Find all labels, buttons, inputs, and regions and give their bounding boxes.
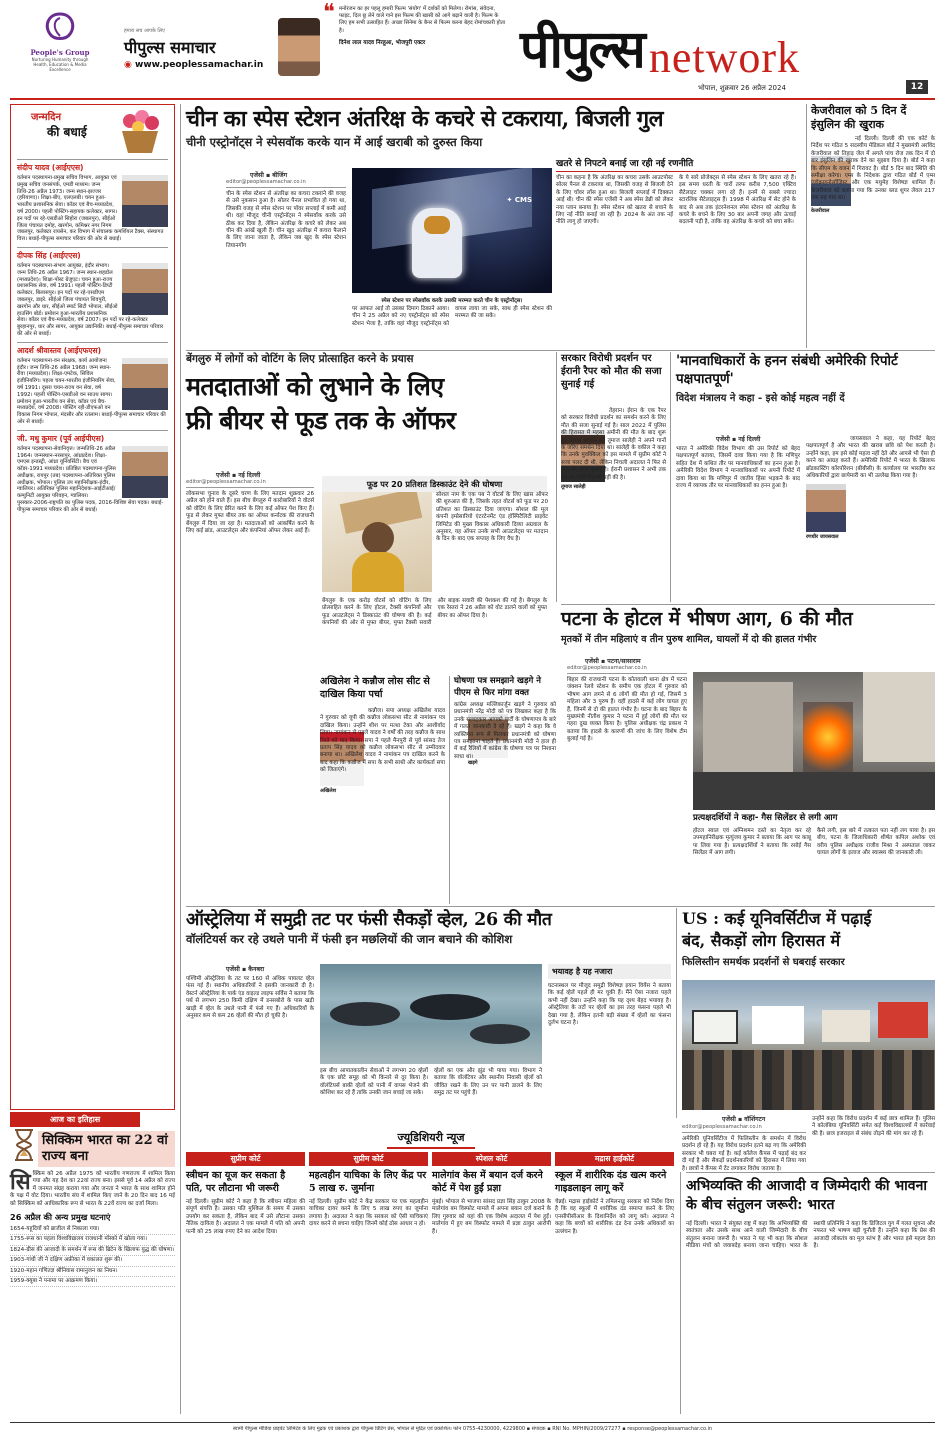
brand-en: network xyxy=(648,33,801,82)
history-event: 1959-क्यूबा ने पनामा पर आक्रमण किया। xyxy=(10,1277,175,1287)
person-name: दीपक सिंह (आईएएस) xyxy=(17,250,81,260)
rights-subhead: विदेश मंत्रालय ने कहा - इसे कोई महत्व नहीं दें xyxy=(676,393,845,404)
akhilesh-body: कन्नौज। सपा अध्यक्ष अखिलेश यादव ने गुरुवार को यूपी की कन्नौज लोकसभा सीट से नामांकन पत्र दाखिल किया। उन्होंने शीश पर मत्था टेका और आशीर्वाद लिया। नामांकन से पहले यादव ने वर्षों की तरह कन्नौज के साथ रिश्ते को याद किया। सपा ने पहले मैनपुरी से पूर्व सांसद तेज प्रताप सिंह यादव को कन्नौज लोकसभा सीट से उम्मीदवार बनाया था। अखिलेश यादव ने नामांकन पत्र दाखिल करने के बाद कहा कि कन्नौज में सपा के सभी साथी और कार्यकर्ता सपा को जिताएंगे। xyxy=(320,708,445,774)
dateline: भोपाल, शुक्रवार 26 अप्रैल 2024 xyxy=(698,84,786,92)
birthday-person xyxy=(17,159,168,243)
us-story xyxy=(682,908,935,1170)
iran-story xyxy=(561,352,666,602)
akhilesh-story xyxy=(320,676,445,904)
person-bio: वर्तमान पदस्थापना-प्रमुख सचिव विभाग, आयुक्त एवं प्रमुख सचिव जनसंपर्क, एमडी माध्यम। जन्म तिथि-26 अप्रैल 1973। जन्म स्थान-झज्जर (हरियाणा)। शिक्षा-बीए, एलएलबी। चयन हुआ-भारतीय प्रशासनिक सेवा। कॉडर एवं बैच-मध्यप्रदेश, वर्ष 2000। पहली पोस्टिंग-सहायक कलेक्टर, सागर। इन पदों पर रहे-एसडीओ सिहोरा (जबलपुर), सीईओ जिला पंचायत दमोह, खरगोन, कमिश्नर नगर निगम जबलपुर, कलेक्टर रायसेन, कर विभाग में संचालक कमर्शियल टैक्स, संस्थागत वित्त। बधाई-पीपुल्स समाचार परिवार की ओर से बधाई। xyxy=(17,175,164,243)
judiciary-body: नई दिल्ली। सुप्रीम कोर्ट ने केंद्र सरकार पर एक महत्वहीन याचिका दायर करने के लिए 5 लाख रुपए का जुर्माना लगाया है। अदालत ने कहा कि सरकार को ऐसी याचिकाएं दायर करने से बचना चाहिए जिनमें कोई ठोस आधार न हो। xyxy=(309,1199,428,1228)
patna-body: बिहार की राजधानी पटना के कोतवाली थाना क्षेत्र में पटना जंक्शन रेलवे स्टेशन के समीप एक होटल में गुरुवार को भीषण आग लगने से 6 लोगों की मौत हो गई, जिसमें 3 महिला और 3 पुरुष हैं। वहीं हादसे में कई लोग घायल हुए हैं, जिनमें से दो की हालत गंभीर है। घटना के बाद बिहार के मुख्यमंत्री नीतीश कुमार ने पटना में हुई लोगों की मौत पर गहरा दुख व्यक्त किया है। पुलिस अधीक्षक चंद्र प्रकाश ने बताया कि हादसे के कारणों की जांच के लिए विशेष टीम बुलाई गई है। xyxy=(567,677,687,743)
col-rule-1 xyxy=(180,104,181,1414)
cmsa-logo-icon: ✦ CMS xyxy=(506,196,532,204)
beer-kicker: बेंगलुरु में लोगों को वोटिंग के लिए प्रोत्साहित करने के प्रयास xyxy=(186,353,414,365)
iran-headline: सरकार विरोधी प्रदर्शन पर ईरानी रैपर को मौत की सजा सुनाई गई xyxy=(561,353,662,390)
group-name: People's Group xyxy=(30,48,90,57)
col-rule-kejri xyxy=(806,104,807,348)
beer-headline-2: फ्री बीयर से फूड तक के ऑफर xyxy=(186,406,456,435)
judiciary-body: चेन्नई। मद्रास हाईकोर्ट ने तमिलनाडु सरकार को निर्देश दिया है कि वह स्कूलों में शारीरिक दंड समाप्त करने के लिए एनसीपीसीआर के दिशानिर्देश को लागू करे। अदालत ने कहा कि बच्चों को शारीरिक दंड देना उनके अधिकारों का उल्लंघन है। xyxy=(555,1199,674,1235)
beer-text-col xyxy=(186,470,314,535)
china-byline: एजेंसी ▪ बीजिंग xyxy=(250,172,288,179)
iran-photo-caption: तूमाज सालेही xyxy=(561,484,586,490)
whales-side-body: घटनास्थल पर मौजूद समुद्री विशेषज्ञ इयान वियेंस ने बताया कि कई व्हेलें पहले ही मर चुकी हैं। मैंने ऐसा नजारा पहले कभी नहीं देखा। उन्होंने कहा कि यह दृश्य बेहद भयावह है। ऑस्ट्रेलिया के तटों पर व्हेलों का इस तरह फंसना पहले भी देखा गया है, लेकिन इतनी बड़ी संख्या में व्हेलों का फंसना दुर्लभ घटना है। xyxy=(548,983,671,1027)
china-photo-caption: स्पेस स्टेशन पर स्पेसवॉक करके उसकी मरम्मत करते चीन के एस्ट्रोनॉट्स। xyxy=(352,294,552,306)
judiciary-section xyxy=(186,1126,676,1416)
patna-photo-body2: कैसे लगी, इस बारे में तत्काल पता नहीं लग पाया है। इस बीच, पटना के जिलाधिकारी शीर्षत कपिल अशोक एवं वरीय पुलिस अधीक्षक राजीव मिश्रा ने अस्पताल जाकर घायल लोगों के इलाज और स्वास्थ्य की जानकारी ली। xyxy=(817,828,935,857)
birthday-box xyxy=(10,104,175,1110)
whales-photo xyxy=(320,964,542,1064)
person-bio: वर्तमान पदस्थापना-वन संरक्षक, कार्य आयोजना इंदौर। जन्म तिथि-26 अप्रैल 1968। जन्म स्थान-रीवा (मध्यप्रदेश)। शिक्षा-एमटेक, सिविल इंजीनियरिंग। पहला चयन-भारतीय इंजीनियरिंग सेवा, वर्ष 1991। दूसरा चयन-राज्य वन सेवा, वर्ष 1992। पहली पोस्टिंग-एसडीओ वन साउथ सागर। प्रमोशन हुआ-भारतीय वन सेवा, कॉडर एवं बैच-मध्यप्रदेश, वर्ष 2008। पोस्टिंग रही-डीएफओ वन विकास निगम भोपाल, मंदसौर और रतलाम। बधाई-पीपुल्स समाचार परिवार की ओर से बधाई। xyxy=(17,357,166,425)
judiciary-headline: स्कूल में शारीरिक दंड खत्म करने गाइडलाइन लागू करें xyxy=(555,1170,667,1194)
china-side xyxy=(556,156,796,227)
court-label: सुप्रीम कोर्ट xyxy=(309,1152,428,1166)
kejriwal-photo-caption: केजरीवाल xyxy=(811,208,830,214)
court-label: सुप्रीम कोर्ट xyxy=(186,1152,305,1166)
group-tagline: Nurturing Humanity through Health, Education & Media Excellence xyxy=(31,57,89,72)
rights-body2: जायसवाल ने कहा, यह रिपोर्ट बेहद पक्षपातपूर्ण है और भारत की खराब छवि को पेश करती है। उन्होंने कहा, हम इसे कोई महत्व नहीं देते और आपसे भी ऐसा ही करने का आग्रह करते हैं। अमेरिकी रिपोर्ट में भारत के खिलाफ ब्रॉडकास्टिंग कॉरपोरेशन (बीबीसी) के कार्यालय पर भारतीय कर अधिकारियों द्वारा छापेमारी का भी उल्लेख किया गया है। xyxy=(806,436,935,480)
us-photo xyxy=(682,980,935,1110)
group-logo xyxy=(30,10,90,70)
birthday-person xyxy=(17,430,168,514)
quote-icon: ❝ xyxy=(323,0,335,25)
china-body2-wrap xyxy=(352,306,552,328)
china-story xyxy=(186,104,801,348)
beer-headline-1: मतदाताओं को लुभाने के लिए xyxy=(186,372,444,401)
us-body2: उन्होंने कहा कि विरोध प्रदर्शन में कई छात्र शामिल हैं। पुलिस ने कोलंबिया यूनिवर्सिटी समेत कई विश्वविद्यालयों में कार्रवाई की है। छात्र इजराइल से संबंध तोड़ने की मांग कर रहे हैं। xyxy=(812,1116,935,1137)
judiciary-item xyxy=(309,1152,428,1236)
col-rule-free xyxy=(680,1172,681,1414)
slogan-top: हमारा सच आपके लिए xyxy=(124,28,165,34)
birthday-header xyxy=(17,109,168,159)
drop-cap: सि xyxy=(10,1169,31,1195)
history-event: 1755-रूस का पहला विश्वविद्यालय राजधानी मॉस्को में खोला गया। xyxy=(10,1235,175,1245)
judiciary-headline: महत्वहीन याचिका के लिए केंद्र पर 5 लाख रु. जुर्माना xyxy=(309,1170,427,1194)
page-number: 12 xyxy=(906,80,928,94)
events-title: 26 अप्रैल की अन्य प्रमुख घटनाएं xyxy=(10,1212,111,1223)
akhilesh-headline: अखिलेश ने कन्नौज लोस सीट से दाखिल किया पर्चा xyxy=(320,676,430,700)
beer-byline: एजेंसी ▪ नई दिल्ली xyxy=(216,472,261,479)
history-event: 1654-यहूदियों को ब्राजील से निकाला गया। xyxy=(10,1225,175,1235)
person-bio: वर्तमान पदस्थापना-सेवानिवृत्त। जन्मतिथि-26 अप्रैल 1964। जन्मस्थान-नरसापुर, आंध्रप्रदेश। शिक्षा-एमएस इन्डस्ट्री, आंध्रा यूनिवर्सिटी। बैच एवं कॉडर-1991 मध्यप्रदेश। प्रतिष्ठित पदस्थापना-पुलिस अधीक्षक, रायपुर (तब) पदस्थापना-अतिरिक्त पुलिस अधीक्षक, भोपाल। पुलिस उप महानिरीक्षक-इंदौर, ग्वालियर। अतिरिक्त पुलिस महानिदेशक-आईटीआई/कम्युनिटी आयुक्त परिवहन, ग्वालियर। पुरस्कार-2006-राष्ट्रपति का पुलिस पदक, 2016-विशिष्ट सेवा पदक। बधाई-पीपुल्स समाचार परिवार की ओर से बधाई। xyxy=(17,445,164,513)
whales-byline: एजेंसी ▪ कैनबरा xyxy=(226,966,265,973)
group-logo-icon xyxy=(40,10,80,44)
judiciary-columns xyxy=(186,1152,676,1236)
china-headline: चीन का स्पेस स्टेशन अंतरिक्ष के कचरे से टकराया, बिजली गुल xyxy=(186,106,664,132)
rights-byline: एजेंसी ▪ नई दिल्ली xyxy=(716,436,761,443)
whales-body2: इस बीच आपातकालीन सेवाओं ने लगभग 20 व्हेलों के एक छोटे समूह को भी किनारे से दूर किया है। वॉलंटियर्स बाकी व्हेलों को पानी में वापस भेजने की कोशिश कर रहे हैं ताकि उनकी जान बचाई जा सके। xyxy=(320,1068,428,1097)
actor-photo xyxy=(278,18,320,76)
person-name: आदर्श श्रीवास्तव (आईएफएस) xyxy=(17,345,102,355)
kejriwal-headline: केजरीवाल को 5 दिन दें इंसुलिन की खुराक xyxy=(811,104,907,131)
china-text-col xyxy=(226,170,346,250)
whales-story xyxy=(186,908,671,1123)
rights-photo xyxy=(806,484,846,532)
china-body2: पर आफत आई तो उसका दिमाग ठिकाने आया। चीन ने 25 अप्रैल को नए एस्ट्रोनॉट्स को स्पेस स्टेशन भेजा है, ताकि वहां मौजूद एस्ट्रोनॉट्स को वापस लाया जा सके, साथ ही स्पेस स्टेशन की मरम्मत की जा सके। xyxy=(352,306,552,327)
person-name: संदीप यादव (आईएएस) xyxy=(17,163,84,172)
teaser-credit: दिनेश लाल यादव निरहुआ, भोजपुरी एक्टर xyxy=(339,39,426,46)
beer-story xyxy=(186,352,551,677)
person-photo xyxy=(122,358,168,410)
col-rule-iran xyxy=(670,352,671,602)
brand xyxy=(520,12,920,82)
beer-body2: बेंगलुरु के एक करोड़ वोटर्स को वोटिंग के लिए प्रोत्साहित करने के लिए होटल, टैक्सी कंपनियों और फूड आउटलेट्स ने डिस्काउंट की घोषणा की है। कई कंपनियों की ओर से मुफ्त बीयर, मुफ्त टैक्सी सवारी और बाइक सवारी की पेशकश की गई है। बेंगलुरु के एक रेस्तरां ने 26 अप्रैल को वोट डालने वालों को मुफ्त बीयर का ऑफर दिया है। xyxy=(322,598,547,627)
patna-email: editor@peoplessamachar.co.in xyxy=(567,665,687,674)
china-body1: चीन के स्पेस स्टेशन से अंतरिक्ष का कचरा टकराने की वजह से उसे नुकसान हुआ है। सोलर पैनल प्रभावित हो गया था, जिसकी वजह से स्पेस स्टेशन पर पॉवर सप्लाई में कमी आई थी। वहां मौजूद चीनी एस्ट्रोनॉट्स ने स्पेसवॉक करके उसे ठीक कर दिया है, लेकिन अंतरिक्ष के कचरे को लेकर अब चीन की आंखें खुली हैं। चीन खुद अंतरिक्ष में कचरा फैलाने के लिए जाना जाता है, लेकिन जब खुद के स्पेस स्टेशन तियानगोंग xyxy=(226,191,346,249)
freespeech-body: नई दिल्ली। भारत ने संयुक्त राष्ट्र में कहा कि अभिव्यक्ति की स्वतंत्रता और उसके साथ आने वाली जिम्मेदारी के बीच संतुलन बनाना जरूरी है। भारत ने यह भी कहा कि सोशल मीडिया मंचों को जवाबदेह बनाया जाना चाहिए। भारत के स्थायी प्रतिनिधि ने कहा कि डिजिटल युग में गलत सूचना और नफरत भरे भाषण बड़ी चुनौती हैं। उन्होंने कहा कि प्रेस की आजादी लोकतंत्र का मूल स्तंभ है और भारत इसे महत्व देता है। xyxy=(686,1221,935,1250)
whales-body3: व्हेलों का एक और झुंड भी पाया गया। विभाग ने बताया कि वॉलंटियर और स्थानीय निवासी व्हेलों को जीवित रखने के लिए उन पर पानी डालने के लिए समुद्र तट पर पहुंचे हैं। xyxy=(434,1068,542,1097)
person-bio: वर्तमान पदस्थापना-संभाग आयुक्त, इंदौर संभाग। जन्म तिथि-26 अप्रैल 1967। जन्म स्थान-शहडोल (मध्यप्रदेश)। शिक्षा-पोस्ट ग्रेजुएट। चयन हुआ-राज्य प्रशासनिक सेवा, वर्ष 1991। पहली पोस्टिंग-डिप्टी कलेक्टर, बिलासपुर। इन पदों पर रहे-एसडीएम जबलपुर, डाइरे. सीईओ जिला पंचायत शिवपुरी, खरगोन और धार, सीईओ स्मार्ट सिटी भोपाल, सीईओ हाउसिंग बोर्ड। प्रमोशन हुआ-भारतीय प्रशासनिक सेवा। कॉडर एवं बैच-मध्यप्रदेश, वर्ष 2007। इन पदों पर रहे-कलेक्टर बुरहानपुर, धार और सागर, आयुक्त उद्यानिकी। बधाई-पीपुल्स समाचार परिवार की ओर से बधाई। xyxy=(17,262,164,337)
kejriwal-story xyxy=(811,104,935,348)
kharge-body: कांग्रेस अध्यक्ष मल्लिकार्जुन खड़गे ने गुरुवार को प्रधानमंत्री नरेंद्र मोदी को पत्र लिखकर कहा है कि उनके सलाहकार आपको पार्टी के घोषणापत्र के बारे में गलत जानकारी दे रहे हैं। खड़गे ने कहा कि वे व्यक्तिगत रूप से मिलकर प्रधानमंत्री को घोषणा पत्र समझाना चाहते हैं। प्रधानमंत्री मोदी ने हाल ही में कई रैलियों में कांग्रेस के घोषणा पत्र पर निशाना साधा था। xyxy=(454,702,556,760)
us-email: editor@peoplessamachar.co.in xyxy=(682,1124,806,1133)
history-body: क्किम को 26 अप्रैल 1975 को भारतीय गणराज्य में शामिल किया गया और यह देश का 22वां राज्य बना। इससे पूर्व 14 अप्रैल को राज्य में जनमत संग्रह कराया गया और जनता ने भारत के साथ शामिल होने के पक्ष में वोट दिया। भारतीय संघ में शामिल किए जाने के 20 दिन बाद 16 मई को सिक्किम को आधिकारिक रूप से भारत के 22वें राज्य का दर्जा मिला। xyxy=(10,1171,175,1207)
footer-imprint: स्वामी पीपुल्स मीडिया प्राइवेट लिमिटेड के लिए मुद्रक एवं प्रकाशक द्वारा पीपुल्स प्रिंटिंग प्रेस, भोपाल से मुद्रित एवं प्रकाशित। फोन 0755-4230000, 4229800 ▪ संपादक ▪ RNI No. MPHIN/2009/27277 ▪ response@peoplessamachar.co.in xyxy=(232,1426,713,1432)
kharge-photo-caption: खड़गे xyxy=(468,760,478,766)
masthead xyxy=(0,0,945,104)
col-rule-ak xyxy=(449,676,450,904)
iran-body: तेहरान। ईरान के एक रैपर को सरकार विरोधी प्रदर्शन का समर्थन करने के लिए मौत की सजा सुनाई गई है। साल 2022 में पुलिस की हिरासत में महसा अमीनी की मौत के बाद शुरू हुए विरोध प्रदर्शन को तूमाज सालेही ने अपने गानों के जरिए समर्थन दिया था। सालेही के वकील ने कहा कि उनके मुवक्किल को इस मामले में सुप्रीम कोर्ट ने सजा पलट दी थी, लेकिन निचली अदालत ने फिर से मौत की सजा सुनाई है। ईरानी प्रशासन ने अभी तक इस पर कोई टिप्पणी नहीं की है। xyxy=(561,408,666,481)
china-photo xyxy=(352,168,552,293)
history-tag: आज का इतिहास xyxy=(10,1112,140,1127)
teaser-box xyxy=(323,0,507,90)
history-event: 1903-गांधी जी ने दक्षिण अफ्रीका में वकालत शुरू की। xyxy=(10,1256,175,1266)
kejriwal-body: नई दिल्ली। दिल्ली की एक कोर्ट के निर्देश पर गठित 5 सदस्यीय मेडिकल बोर्ड ने मुख्यमंत्री अरविंद केजरीवाल को तिहाड़ जेल में अगले पांच रोज तक दिन में दो बार इंसुलिन की खुराक देने का सुझाव दिया है। बोर्ड ने कहा कि सीएम के वजन में गिरावट है। बोर्ड 5 दिन बाद स्थिति की समीक्षा करेगा। एम्स के निदेशक द्वारा गठित बोर्ड में एम्स एंडोक्राइनोलॉजिस्ट और एक मधुमेह विशेषज्ञ शामिल हैं। केजरीवाल को बताया गया कि उनका ब्लड शुगर लेवल 217 तक बढ़ गया था। xyxy=(811,136,935,202)
flower-basket-icon xyxy=(116,109,164,155)
row-rule-2 xyxy=(561,604,935,605)
globe-icon: ◉ xyxy=(124,60,135,70)
history-headline: सिक्किम भारत का 22 वां राज्य बना xyxy=(38,1131,175,1167)
beer-food-title: फूड पर 20 प्रतिशत डिस्काउंट देने की घोषणा xyxy=(322,476,547,493)
judiciary-item xyxy=(186,1152,305,1236)
us-byline: एजेंसी ▪ वॉशिंगटन xyxy=(722,1116,766,1123)
history-hourglass-icon xyxy=(12,1128,36,1162)
beer-email: editor@peoplessamachar.co.in xyxy=(186,479,314,488)
akhilesh-photo-caption: अखिलेश xyxy=(320,788,336,794)
whales-body1: पश्चिमी ऑस्ट्रेलिया के तट पर 160 से अधिक पायलट व्हेल फंस गई हैं। स्थानीय अधिकारियों ने इसकी जानकारी दी है। वेस्टर्न ऑस्ट्रेलिया के पार्क एंड वाइल्ड लाइफ सर्विस ने बताया कि पर्थ से लगभग 250 किमी दक्षिण में डनसबोरो के पास खड़ी खाड़ी में व्हेल के उथले पानी में फंसे गए हैं। अधिकारियों के अनुसार कम से कम 26 व्हेलों की मौत हो चुकी है। xyxy=(186,976,314,1020)
court-label: स्पेशल कोर्ट xyxy=(432,1152,551,1166)
us-headline-2: बंद, सैकड़ों लोग हिरासत में xyxy=(682,931,841,950)
footer xyxy=(10,1422,935,1432)
freespeech-story xyxy=(686,1172,935,1414)
col-rule-mid xyxy=(556,352,557,602)
rights-story xyxy=(676,352,935,602)
judiciary-body: मुंबई। भोपाल से भाजपा सांसद प्रज्ञा सिंह ठाकुर 2008 के मालेगांव बम विस्फोट मामले में अपना बयान दर्ज कराने के लिए गुरुवार को यहां की एक विशेष अदालत में पेश हुईं। मालेगांव में हुए बम विस्फोट मामले में प्रज्ञा ठाकुर आरोपी हैं। xyxy=(432,1199,551,1235)
judiciary-headline: स्त्रीधन का यूज कर सकता है पति, पर लौटाना भी जरूरी xyxy=(186,1170,286,1194)
china-side-body2: के ये सारे प्रोजेक्ट्स से स्पेस स्टेशन के लिए खतरा रहे हैं। इस समय धरती के चारों तरफ करीब 7,500 एक्टिव सैटेलाइट चक्कर लगा रहे हैं। इनमें से सबसे ज्यादा स्टारलिंक सैटेलाइट्स हैं। 1998 में अंतरिक्ष में सेट होने के बाद से अब तक इंटरनेशनल स्पेस स्टेशन को अंतरिक्ष के कचरे के बचने के लिए 30 बार अपनी जगह और ऊंचाई बदलनी पड़ी है, ताकि वह अंतरिक्ष के कचरे को बचा सके। xyxy=(679,175,796,226)
freespeech-headline: अभिव्यक्ति की आजादी व जिम्मेदारी की भावना के बीच संतुलन जरूरी: भारत xyxy=(686,1178,927,1213)
history-event: 1920-महान गणितज्ञ श्रीनिवास रामानुजन का निधन। xyxy=(10,1267,175,1277)
patna-headline: पटना के होटल में भीषण आग, 6 की मौत xyxy=(561,608,853,630)
judiciary-item xyxy=(432,1152,551,1236)
person-photo xyxy=(122,263,168,315)
whales-side xyxy=(548,964,671,1027)
judiciary-tag: ज्यूडिशियरी न्यूज xyxy=(387,1128,474,1149)
beer-side-body: सोशल नाम के एक पब ने वोटर्स के लिए खास ऑफर की शुरुआत की है, जिसके तहत वोटर्स को फूड पर 20 प्रतिशत का डिस्काउंट दिया जाएगा। सोशल की मूल कंपनी इम्प्रेसारियो एंटरटेनमेंट एंड हॉस्पिटैलिटी प्राइवेट लिमिटेड की मुख्य विकास अधिकारी दिव्या अग्रवाल के अनुसार, यह ऑफर उनके सभी आउटलेट्स पर मतदान के दिन के बाद एक सप्ताह के लिए वैध है। xyxy=(436,492,548,543)
website-link[interactable]: www.peoplessamachar.in xyxy=(135,60,264,70)
judiciary-item xyxy=(555,1152,674,1236)
birthday-list xyxy=(17,159,168,514)
beer-body1: लोकसभा चुनाव के दूसरे चरण के लिए मतदान शुक्रवार 26 अप्रैल को होने वाले हैं। इस बीच बेंगलुरु में कारोबारियों ने वोटर्स को वोटिंग के लिए प्रेरित करने के लिए कई ऑफर पेश किए हैं। फूड से लेकर मुफ्त बीयर तक का ऑफर कर्नाटक की राजधानी बेंगलुरु में दिया जा रहा है। मतदाताओं को आकर्षित करने के लिए कई ब्रांड, आउटलेट्स और कंपनियां ऑफर लेकर आई हैं। xyxy=(186,491,314,535)
masthead-rule xyxy=(10,98,935,100)
events-list xyxy=(10,1225,175,1287)
us-subhead: फिलिस्तीन समर्थक प्रदर्शनों से घबराई सरकार xyxy=(682,957,845,968)
court-label: मद्रास हाईकोर्ट xyxy=(555,1152,674,1166)
beer-photo xyxy=(322,492,432,592)
paper-title xyxy=(124,28,274,70)
whales-side-title: भयावह है यह नजारा xyxy=(548,964,671,979)
kharge-headline: घोषणा पत्र समझाने खड़गे ने पीएम से फिर मांगा वक्त xyxy=(454,676,542,698)
whales-subhead: वॉलंटियर्स कर रहे उथले पानी में फंसी इन मछलियों की जान बचाने की कोशिश xyxy=(186,932,513,946)
whales-headline: ऑस्ट्रेलिया में समुद्री तट पर फंसी सैकड़ों व्हेल, 26 की मौत xyxy=(186,910,552,930)
paper-name: पीपुल्स समाचार xyxy=(124,38,216,57)
china-subhead: चीनी एस्ट्रोनॉट्स ने स्पेसवॉक करके यान में आई खराबी को दुरुस्त किया xyxy=(186,135,483,149)
judiciary-body: नई दिल्ली। सुप्रीम कोर्ट ने कहा है कि स्त्रीधन महिला की संपूर्ण संपत्ति है। उसका पति मुश्किल के समय में उसका उपयोग कर सकता है, लेकिन बाद में उसे लौटाना उसका नैतिक दायित्व है। अदालत ने एक मामले में पति को अपनी पत्नी को 25 लाख रुपए देने का आदेश दिया। xyxy=(186,1199,305,1235)
judiciary-header xyxy=(186,1126,676,1149)
row-rule-3 xyxy=(186,906,935,907)
history-box xyxy=(10,1112,175,1414)
patna-story xyxy=(561,606,935,904)
patna-photo-title: प्रत्यक्षदर्शियों ने कहा- गैस सिलेंडर से लगी आग xyxy=(693,813,838,823)
rights-body1: भारत ने अमेरिकी विदेश विभाग की उस रिपोर्ट को बेहद पक्षपातपूर्ण बताया, जिसमें दावा किया गया है कि मणिपुर सहित देश में कथित तौर पर मानवाधिकारों का हनन हुआ है। अमेरिकी विदेश विभाग ने मानवाधिकारों पर अपनी रिपोर्ट में दावा किया था कि मणिपुर में जातीय हिंसा भड़कने के बाद राज्य में व्यापक तौर पर मानवाधिकारों का हनन हुआ है। xyxy=(676,446,800,490)
china-side-body1: चीन का कहना है कि अंतरिक्ष का कचरा उसके आउटपोस्ट सोलर पैनल से टकराया था, जिसकी वजह से बिजली देने के लिए चॉवर लॉस हुआ था। बिजली सप्लाई में दिक्कत आई थी। चीन की स्पेस एजेंसी ने अब स्पेस डेब्री को लेकर नया प्लान बनाया है। स्पेस स्टेशन को खतरा से बचाने के लिए नई नीति बनाई जा रही है। 2024 के अंत तक नई नीति लागू हो जाएगी। xyxy=(556,175,673,226)
col-rule-us xyxy=(676,908,677,1118)
brand-hi: पीपुल्स xyxy=(520,20,644,80)
rights-headline: 'मानवाधिकारों के हनन संबंधी अमेरिकी रिपोर्ट पक्षपातपूर्ण' xyxy=(676,353,898,387)
history-event: 1824-ग्रीस की आजादी के समर्थन में रूस की ब्रिटेन के खिलाफ युद्ध की घोषणा। xyxy=(10,1246,175,1256)
row-rule-1 xyxy=(186,350,935,351)
patna-text-col xyxy=(567,656,687,744)
us-body: अमेरिकी यूनिवर्सिटीज में फिलिस्तीन के समर्थन में विरोध प्रदर्शन हो रहे हैं। यह विरोध प्रदर्शन इतने बढ़ गए कि अमेरिकी सरकार भी घबरा गई है। कई कॉलेज कैंपस में पढ़ाई बंद कर दी गई है और सैकड़ों प्रदर्शनकारियों को हिरासत में लिया गया है। छात्रों ने कैंपस में टेंट लगाकर विरोध जताया है। xyxy=(682,1136,806,1172)
person-photo xyxy=(122,175,168,227)
china-side-title: खतरे से निपटने बनाई जा रही नई रणनीति xyxy=(556,156,796,172)
patna-photo xyxy=(693,672,935,810)
patna-subhead: मृतकों में तीन महिलाएं व तीन पुरुष शामिल, घायलों में दो की हालत गंभीर xyxy=(561,634,817,645)
person-photo xyxy=(122,446,168,498)
patna-byline: एजेंसी ▪ पटना/सासाराम xyxy=(585,658,641,665)
birthday-person xyxy=(17,342,168,426)
patna-photo-body: होटल स्वाल एवं अग्निशमन दस्ते का नेतृत्व कर रहे उपमहानिरीक्षक मृत्युंजय कुमार ने बताया कि आग पर काबू पा लिया गया है। प्रत्यक्षदर्शियों ने बताया कि रसोई गैस सिलेंडर में आग लगी। xyxy=(693,828,811,857)
history-body-wrap xyxy=(10,1171,175,1208)
birthday-heading-line1: जन्मदिन xyxy=(31,112,62,123)
birthday-heading-line2: की बधाई xyxy=(47,125,87,139)
kharge-story xyxy=(454,676,556,904)
china-side-cols xyxy=(556,175,796,227)
teaser-text: मनोरंजन का हर पहलू हमारी फिल्म 'संयोग' में दर्शकों को मिलेगा। रोमांस, संवेदना, फाइट, दिल छू लेने वाले गाने इस फिल्म की खासी को आगे बढ़ाने वाली है। फिल्म के लिए हम सभी उत्साहित हैं। अच्छा सिनेमा के बैनर से फिल्म करना बेहद रोमांचकारी होता है। xyxy=(339,6,506,34)
china-email: editor@peoplessamachar.co.in xyxy=(226,179,346,188)
website[interactable] xyxy=(124,60,274,70)
birthday-person xyxy=(17,247,168,338)
judiciary-headline: मालेगांव केस में बयान दर्ज करने कोर्ट में पेश हुईं प्रज्ञा xyxy=(432,1170,543,1194)
us-headline-1: US : कई यूनिवर्सिटीज में पढ़ाई xyxy=(682,909,872,928)
person-name: जी. मधु कुमार (पूर्व आईपीएस) xyxy=(17,433,105,443)
rights-photo-caption: रणधीर जायसवाल xyxy=(806,534,839,540)
